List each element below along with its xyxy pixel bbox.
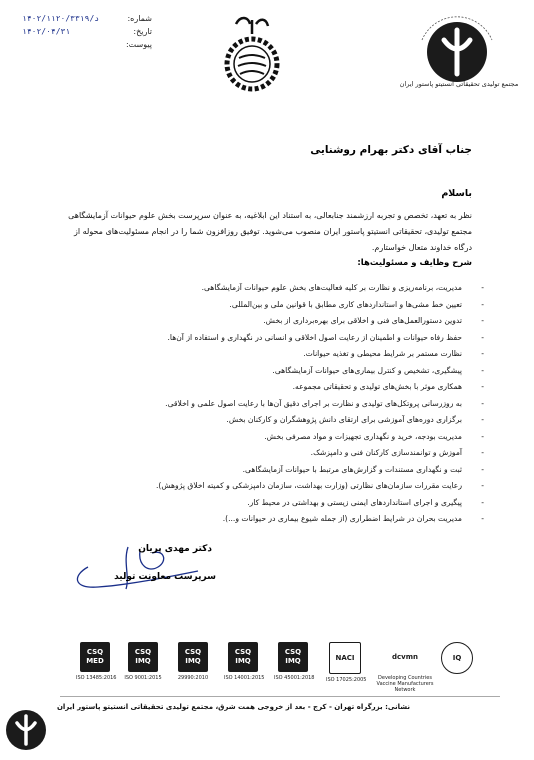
footer-address: نشانی: بزرگراه تهران - کرج - بعد از خروجی همت شرق، مجتمع تولیدی تحقیقاتی انستیتو پاستور ایران xyxy=(56,703,410,711)
number-row xyxy=(22,12,152,25)
list-item: - حفظ رفاه حیوانات و اطمینان از رعایت اصول اخلاقی و انسانی در نگهداری و استفاده از آن‌ها. xyxy=(167,332,484,342)
list-item: - آموزش و توانمندسازی کارکنان فنی و دامپزشک. xyxy=(310,448,484,457)
date-row xyxy=(22,25,152,38)
list-item: - نظارت مستمر بر شرایط محیطی و تغذیه حیوانات. xyxy=(303,349,484,358)
cert-logo xyxy=(224,642,265,681)
footer-divider xyxy=(60,696,500,697)
cert-logo xyxy=(326,642,367,683)
certification-logos xyxy=(76,642,476,692)
signer-title: سرپرست معاونت تولید xyxy=(114,572,216,582)
list-item: - برگزاری دوره‌های آموزشی برای ارتقای دانش پژوهشگران و کارکنان بخش. xyxy=(226,415,484,424)
cert-code: ISO 13485:2016 xyxy=(76,675,117,681)
list-item: - ثبت و نگهداری مستندات و گزارش‌های مرتبط با حیوانات آزمایشگاهی. xyxy=(242,464,484,474)
cert-logo xyxy=(372,642,438,693)
list-item: - پیگیری و اجرای استانداردهای ایمنی زیستی و بهداشتی در محیط کار. xyxy=(247,497,484,507)
greeting: باسلام xyxy=(441,188,472,199)
cert-logo xyxy=(274,642,315,681)
duty-text: ثبت و نگهداری مستندات و گزارش‌های مرتبط با حیوانات آزمایشگاهی. xyxy=(242,464,462,474)
list-item: - همکاری موثر با بخش‌های تولیدی و تحقیقاتی مجموعه. xyxy=(292,382,484,391)
naci-badge-icon: NACI xyxy=(329,642,361,674)
cert-code: ISO 9001:2015 xyxy=(124,675,162,681)
duties-heading: شرح وظایف و مسئولیت‌ها: xyxy=(357,258,472,268)
cert-code: ISO 14001:2015 xyxy=(224,675,265,681)
list-item: - پیشگیری، تشخیص و کنترل بیماری‌های حیوانات آزمایشگاهی. xyxy=(272,365,484,375)
cert-code: Developing Countries Vaccine Manufacturers Network xyxy=(376,675,434,693)
list-item: - مدیریت، برنامه‌ریزی و نظارت بر کلیه فعالیت‌های بخش علوم حیوانات آزمایشگاهی. xyxy=(201,283,484,292)
duty-text: برگزاری دوره‌های آموزشی برای ارتقای دانش پژوهشگران و کارکنان بخش. xyxy=(226,415,462,424)
duty-text: به روزرسانی پروتکل‌های تولیدی و نظارت بر اجرای دقیق آن‌ها با رعایت اصول علمی و اخلاقی. xyxy=(165,398,462,408)
intro-paragraph: نظر به تعهد، تخصص و تجربه ارزشمند جنابعالی، به استناد این ابلاغیه، به عنوان سرپرست بخش علوم حیوانات آزمایشگاهی مجتمع تولیدی، تحقیقاتی انستیتو پاستور ایران منصوب می‌شوید. توفیق روزافزون شما را در انجام مسئولیت‌های محوله از درگاه خداوند متعال خواستارم. xyxy=(68,211,472,252)
attachment-row xyxy=(22,38,152,51)
duty-text: تعیین خط مشی‌ها و استانداردهای کاری مطابق با قوانین ملی و بین‌المللی. xyxy=(229,299,462,309)
list-item: - رعایت مقررات سازمان‌های نظارتی (وزارت بهداشت، سازمان دامپزشکی و کمیته اخلاق پژوهش). xyxy=(155,481,484,490)
duty-text: همکاری موثر با بخش‌های تولیدی و تحقیقاتی مجموعه. xyxy=(292,382,462,391)
recipient-line: جناب آقای دکتر بهرام روشنایی xyxy=(310,144,472,156)
duty-text: مدیریت، برنامه‌ریزی و نظارت بر کلیه فعالیت‌های بخش علوم حیوانات آزمایشگاهی. xyxy=(201,283,462,292)
list-item: - تدوین دستورالعمل‌های فنی و اخلاقی برای بهره‌برداری از بخش. xyxy=(263,316,484,325)
cert-code: ISO 17025:2005 xyxy=(326,677,367,683)
duty-text: تدوین دستورالعمل‌های فنی و اخلاقی برای بهره‌برداری از بخش. xyxy=(263,316,462,325)
number-label: شماره: xyxy=(127,14,152,23)
cert-code: 29990:2010 xyxy=(177,675,209,681)
csq-imq-badge-icon: CSQ IMQ xyxy=(128,642,158,672)
iq-badge-icon: IQ xyxy=(441,642,473,674)
cert-logo xyxy=(124,642,162,681)
duty-text: نظارت مستمر بر شرایط محیطی و تغذیه حیوانات. xyxy=(303,349,462,358)
signer-name: دکتر مهدی پریان xyxy=(138,544,212,554)
csq-med-badge-icon: CSQ MED xyxy=(80,642,110,672)
duty-text: آموزش و توانمندسازی کارکنان فنی و دامپزشک. xyxy=(310,448,462,457)
duty-text: پیشگیری، تشخیص و کنترل بیماری‌های حیوانات آزمایشگاهی. xyxy=(272,365,462,375)
date-label: تاریخ: xyxy=(133,27,152,36)
list-item: - مدیریت بودجه، خرید و نگهداری تجهیزات و مواد مصرفی بخش. xyxy=(264,431,484,441)
duty-text: حفظ رفاه حیوانات و اطمینان از رعایت اصول اخلاقی و انسانی در نگهداری و استفاده از آن‌ها. xyxy=(167,332,462,342)
list-item: - تعیین خط مشی‌ها و استانداردهای کاری مطابق با قوانین ملی و بین‌المللی. xyxy=(229,299,484,309)
duty-text: مدیریت بحران در شرایط اضطراری (از جمله شیوع بیماری در حیوانات و...). xyxy=(222,514,462,523)
duties-list xyxy=(54,280,484,528)
cert-logo xyxy=(438,642,476,674)
duty-text: مدیریت بودجه، خرید و نگهداری تجهیزات و مواد مصرفی بخش. xyxy=(264,431,462,441)
institute-caption: مجتمع تولیدی تحقیقاتی انستیتو پاستور ایران xyxy=(399,80,519,88)
attachment-label: پیوست: xyxy=(125,40,152,49)
number-value: ۱۴۰۲/د/۱۱۲۰/۳۳۱۹ xyxy=(22,14,100,23)
production-logo-icon xyxy=(222,14,282,98)
letter-meta xyxy=(22,12,152,51)
pasteur-footer-logo-icon xyxy=(4,708,48,752)
duty-text: پیگیری و اجرای استانداردهای ایمنی زیستی و بهداشتی در محیط کار. xyxy=(247,497,462,507)
date-value: ۱۴۰۲/۰۴/۳۱ xyxy=(22,27,71,36)
list-item: - مدیریت بحران در شرایط اضطراری (از جمله شیوع بیماری در حیوانات و...). xyxy=(222,514,484,523)
csq-imq-badge-icon: CSQ IMQ xyxy=(228,642,258,672)
list-item: - به روزرسانی پروتکل‌های تولیدی و نظارت بر اجرای دقیق آن‌ها با رعایت اصول علمی و اخلاقی. xyxy=(165,398,484,408)
csq-imq-badge-icon: CSQ IMQ xyxy=(278,642,308,672)
dcvmn-logo-icon: dcvmn xyxy=(385,642,425,672)
cert-logo xyxy=(174,642,212,681)
cert-logo xyxy=(76,642,117,681)
csq-imq-badge-icon: CSQ IMQ xyxy=(178,642,208,672)
duty-text: رعایت مقررات سازمان‌های نظارتی (وزارت بهداشت، سازمان دامپزشکی و کمیته اخلاق پژوهش). xyxy=(155,481,462,490)
cert-code: ISO 45001:2018 xyxy=(274,675,315,681)
